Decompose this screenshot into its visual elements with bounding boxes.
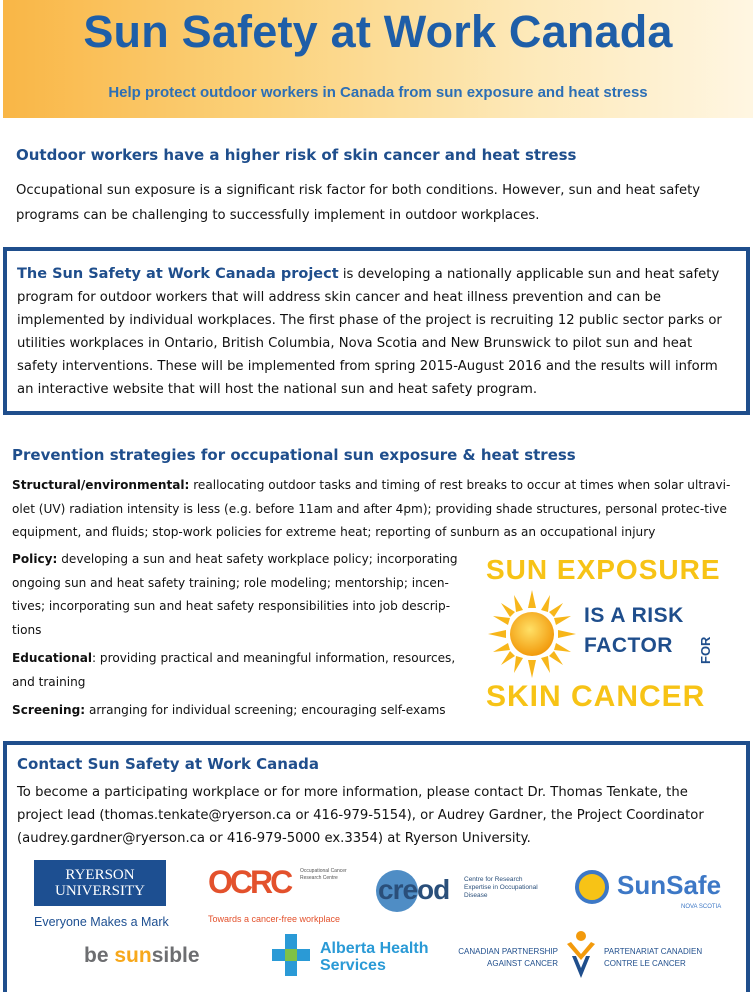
- page-title: Sun Safety at Work Canada: [83, 6, 673, 57]
- besunsible-post: sible: [151, 944, 200, 967]
- ahs-cross-icon: [272, 934, 310, 976]
- prevention-heading: Prevention strategies for occupational sun exposure & heat stress: [12, 446, 576, 464]
- project-box: [3, 247, 750, 415]
- project-lead: The Sun Safety at Work Canada project: [17, 266, 339, 282]
- besunsible-pre: be: [84, 944, 115, 967]
- page-subtitle: Help protect outdoor workers in Canada from sun exposure and heat stress: [108, 84, 648, 101]
- screening-text: arranging for individual screening; encouraging self-exams: [85, 703, 446, 717]
- structural-strategy: [12, 474, 742, 545]
- sunsafe-mark: SunSafe: [617, 870, 722, 900]
- screening-label: Screening:: [12, 703, 86, 717]
- contact-body: To become a participating workplace or for more information, please contact Dr. Thomas Tenkate, the project lead (thomas.tenkate@ryerson.ca or 416-979-5154), or Audrey Gardner, the Project Coordinator (audrey.gardner@ryerson.ca or 416-979-5000 ex.3354) at Ryerson University.: [17, 785, 704, 846]
- creod-sub: Centre for Research Expertise in Occupational Disease: [464, 876, 538, 899]
- sun-exposure-graphic: [478, 552, 738, 722]
- ryerson-logo: [34, 860, 170, 932]
- cpac-fr1: PARTENARIAT CANADIEN: [604, 947, 703, 956]
- creod-mark: creod: [378, 874, 450, 905]
- ahs-line2: Services: [320, 957, 386, 974]
- creod-logo: [376, 866, 546, 916]
- ocrc-logo: [208, 864, 348, 928]
- cpac-figure-icon: [564, 930, 598, 978]
- ahs-line1: Alberta Health: [320, 940, 429, 957]
- ryerson-line1: RYERSON: [65, 867, 135, 883]
- besunsible-sun: sun: [114, 944, 152, 967]
- structural-label: Structural/environmental:: [12, 478, 190, 492]
- for-text: FOR: [698, 636, 713, 664]
- cpac-en1: CANADIAN PARTNERSHIP: [458, 947, 558, 956]
- educational-label: Educational: [12, 651, 93, 665]
- policy-label: Policy:: [12, 552, 58, 566]
- skin-cancer-text: SKIN CANCER: [486, 680, 706, 713]
- contact-heading: Contact Sun Safety at Work Canada: [17, 755, 319, 773]
- risk-body: Occupational sun exposure is a significant risk factor for both conditions. However, sun and heat safety programs can be challenging to successfully implement in outdoor workplaces.: [16, 183, 701, 223]
- ryerson-tagline: Everyone Makes a Mark: [34, 915, 169, 929]
- sun-icon: [486, 588, 578, 680]
- project-body: is developing a nationally applicable sun and heat safety program for outdoor workers that will address skin cancer and heat illness prevention and can be implemented by individual workplaces. The first phase of the project is recruiting 12 public sector parks or utilities workplaces in Ontario, British Columbia, Nova Scotia and New Brunswick to pilot sun and heat safety interventions. These will be implemented from spring 2015-August 2016 and the results will inform an interactive website that will host the national sun and heat safety program.: [17, 267, 722, 397]
- ocrc-sub: Occupational Cancer Research Centre: [300, 868, 347, 881]
- educational-text: : providing practical and meaningful information, resources, and training: [12, 651, 456, 689]
- ahs-logo: [272, 934, 432, 980]
- sunsafe-sub: NOVA SCOTIA: [681, 904, 722, 910]
- factor-text: FACTOR: [584, 634, 673, 657]
- structural-text: reallocating outdoor tasks and timing of rest breaks to occur at times when solar ultravi-olet (UV) radiation intensity is less (e.g. before 11am and after 4pm); providing shade structures, personal protec-tive equipment, and fluids; stop-work policies for extreme heat; reporting of sunburn as an occupational injury: [12, 478, 731, 539]
- strategies-column: [12, 548, 464, 728]
- educational-strategy: [12, 647, 464, 694]
- screening-strategy: [12, 699, 464, 723]
- policy-text: developing a sun and heat safety workplace policy; incorporating ongoing sun and heat safety training; role modeling; mentorship; incen-tives; incorporating sun and heat safety responsibilities into job descrip-tions: [12, 552, 458, 637]
- sunsafe-logo: [575, 864, 725, 916]
- risk-heading: Outdoor workers have a higher risk of skin cancer and heat stress: [16, 146, 577, 164]
- project-paragraph: [17, 263, 736, 401]
- is-a-risk-text: IS A RISK: [584, 604, 684, 627]
- sun-exposure-text: SUN EXPOSURE: [486, 554, 721, 585]
- sunsafe-sun-icon: [575, 870, 609, 904]
- ocrc-mark: OCRC: [208, 864, 291, 900]
- besunsible-logo: [84, 944, 234, 980]
- cpac-en2: AGAINST CANCER: [487, 959, 558, 968]
- ryerson-line2: UNIVERSITY: [55, 883, 145, 899]
- cpac-logo: [440, 930, 740, 980]
- policy-strategy: [12, 548, 464, 642]
- header-banner: [3, 0, 753, 118]
- cpac-fr2: CONTRE LE CANCER: [604, 959, 686, 968]
- ocrc-tagline: Towards a cancer-free workplace: [208, 914, 341, 924]
